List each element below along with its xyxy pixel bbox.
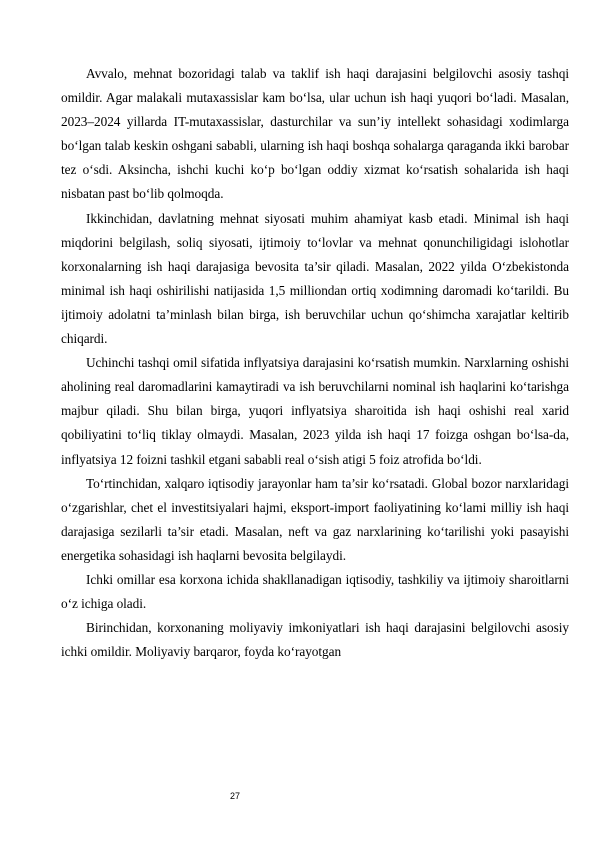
body-text [61,62,569,664]
paragraph-financial-capacity: Birinchidan, korxonaning moliyaviy imkoniyatlari ish haqi darajasini belgilovchi asosiy ichki omildir. Moliyaviy barqaror, foyda ko‘rayotgan [61,620,569,660]
paragraph-labor-market: Avvalo, mehnat bozoridagi talab va taklif ish haqi darajasini belgilovchi asosiy tashqi omildir. Agar malakali mutaxassislar kam bo‘lsa, ular uchun ish haqi yuqori bo‘ladi. Masalan, 2023–2024 yillarda IT-mutaxassislar, dasturchilar va sun’iy intellekt sohasidagi xodimlarga bo‘lgan talab keskin oshgani sababli, ularning ish haqi boshqa sohalarga qaraganda ikki barobar tez o‘sdi. Aksincha, ishchi kuchi ko‘p bo‘lgan oddiy xizmat ko‘rsatish sohalarida ish haqi nisbatan past bo‘lib qolmoqda. [61,66,569,202]
paragraph-state-policy: Ikkinchidan, davlatning mehnat siyosati muhim ahamiyat kasb etadi. Minimal ish haqi miqdorini belgilash, soliq siyosati, ijtimoiy to‘lovlar va mehnat qonunchiligidagi islohotlar korxonalarning ish haqi darajasiga bevosita ta’sir qiladi. Masalan, 2022 yilda O‘zbekistonda minimal ish haqi oshirilishi natijasida 1,5 milliondan ortiq xodimning daromadi ko‘tarildi. Bu ijtimoiy adolatni ta’minlash bilan birga, ish beruvchilar uchun qo‘shimcha xarajatlar keltirib chiqardi. [61,210,569,347]
paragraph-inflation: Uchinchi tashqi omil sifatida inflyatsiya darajasini ko‘rsatish mumkin. Narxlarning oshishi aholining real daromadlarini kamaytiradi va ish beruvchilarni nominal ish haqlarini ko‘tarishga majbur qiladi. Shu bilan birga, yuqori inflyatsiya sharoitida ish haqi oshishi real xarid qobiliyatini to‘liq tiklay olmaydi. Masalan, 2023 yilda ish haqi 17 foizga oshgan bo‘lsa-da, inflyatsiya 12 foizni tashkil etgani sababli real o‘sish atigi 5 foiz atrofida bo‘ldi. [61,355,569,467]
paragraph-international: To‘rtinchidan, xalqaro iqtisodiy jarayonlar ham ta’sir ko‘rsatadi. Global bozor narxlaridagi o‘zgarishlar, chet el investitsiyalari hajmi, eksport-import faoliyatining ko‘lami milliy ish haqi darajasiga sezilarli ta’sir etadi. Masalan, neft va gaz narxlarining ko‘tarilishi yoki pasayishi energetika sohasidagi ish haqlarni bevosita belgilaydi. [61,475,569,563]
page-number: 27 [230,791,241,801]
paragraph-internal-factors: Ichki omillar esa korxona ichida shakllanadigan iqtisodiy, tashkiliy va ijtimoiy sharoitlarni o‘z ichiga oladi. [61,571,569,612]
